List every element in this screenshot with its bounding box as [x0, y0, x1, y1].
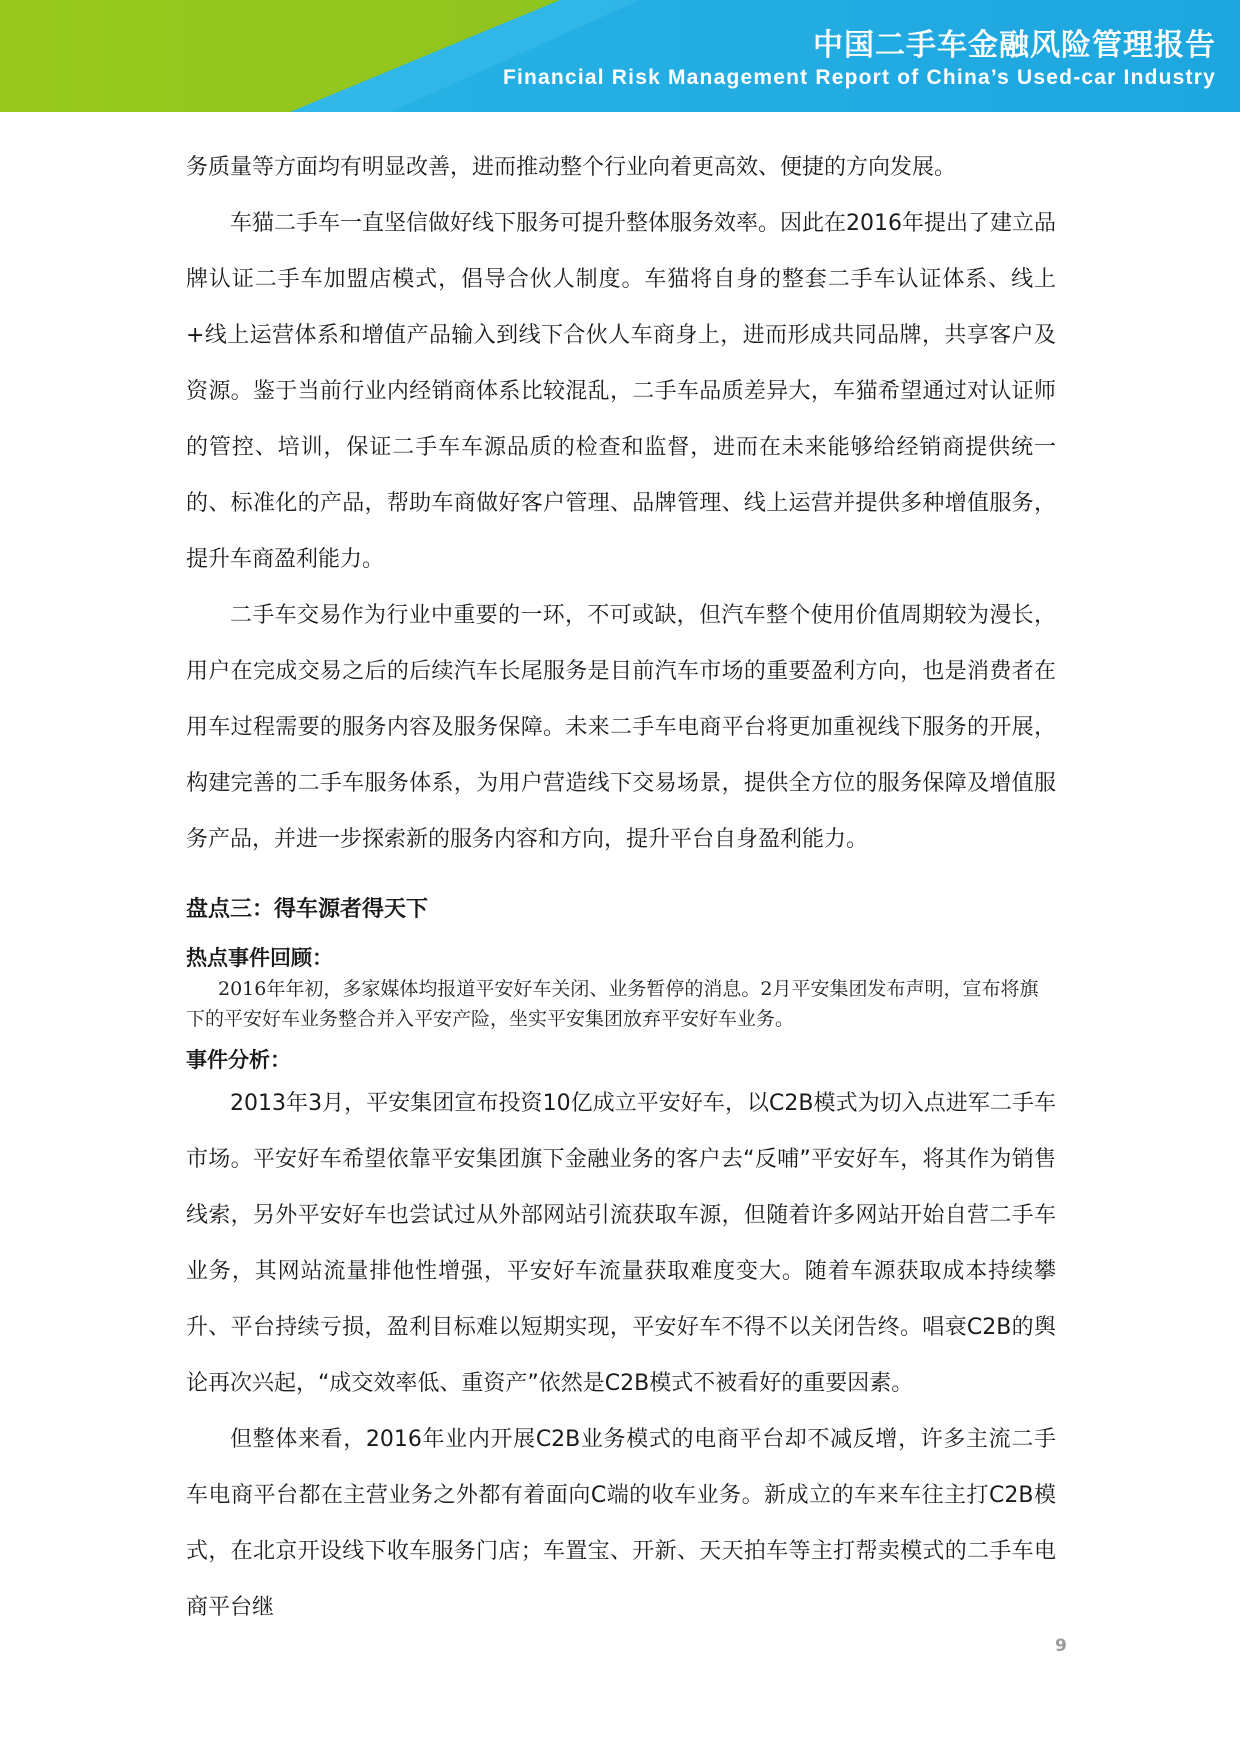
paragraph-c2b-trend: 但整体来看，2016年业内开展C2B业务模式的电商平台却不减反增，许多主流二手车电商平台都在主营业务之外都有着面向C端的收车业务。新成立的车来车往主打C2B模式，在北京开设线下收车服务门店；车置宝、开新、天天拍车等主打帮卖模式的二手车电商平台继: [186, 1427, 1056, 1620]
page-content: [186, 140, 1056, 1636]
hot-event-text: 2016年年初，多家媒体均报道平安好车关闭、业务暂停的消息。2月平安集团发布声明，宣布将旗下的平安好车业务整合并入平安产险，坐实平安集团放弃平安好车业务。: [186, 978, 1039, 1030]
hot-event-title: 热点事件回顾：: [186, 946, 333, 970]
paragraph-pingan: 2013年3月，平安集团宣布投资10亿成立平安好车，以C2B模式为切入点进军二手车市场。平安好车希望依靠平安集团旗下金融业务的客户去“反哺”平安好车，将其作为销售线索，另外平安好车也尝试过从外部网站引流获取车源，但随着许多网站开始自营二手车业务，其网站流量排他性增强，平安好车流量获取难度变大。随着车源获取成本持续攀升、平台持续亏损，盈利目标难以短期实现，平安好车不得不以关闭告终。唱衰C2B的舆论再次兴起，“成交效率低、重资产”依然是C2B模式不被看好的重要因素。: [186, 1091, 1056, 1396]
report-subtitle: Financial Risk Management Report of China’s Used-car Industry: [502, 66, 1216, 89]
section-title: 盘点三：得车源者得天下: [186, 897, 429, 922]
paragraph-chemao: 车猫二手车一直坚信做好线下服务可提升整体服务效率。因此在2016年提出了建立品牌认证二手车加盟店模式，倡导合伙人制度。车猫将自身的整套二手车认证体系、线上+线上运营体系和增值产品输入到线下合伙人车商身上，进而形成共同品牌，共享客户及资源。鉴于当前行业内经销商体系比较混乱，二手车品质差异大，车猫希望通过对认证师的管控、培训，保证二手车车源品质的检查和监督，进而在未来能够给经销商提供统一的、标准化的产品，帮助车商做好客户管理、品牌管理、线上运营并提供多种增值服务，提升车商盈利能力。: [186, 211, 1056, 572]
paragraph-continued: 务质量等方面均有明显改善，进而推动整个行业向着更高效、便捷的方向发展。: [186, 155, 957, 180]
report-title: 中国二手车金融风险管理报告: [813, 28, 1216, 63]
paragraph-aftermarket: 二手车交易作为行业中重要的一环，不可或缺，但汽车整个使用价值周期较为漫长，用户在完成交易之后的后续汽车长尾服务是目前汽车市场的重要盈利方向，也是消费者在用车过程需要的服务内容及服务保障。未来二手车电商平台将更加重视线下服务的开展，构建完善的二手车服务体系，为用户营造线下交易场景，提供全方位的服务保障及增值服务产品，并进一步探索新的服务内容和方向，提升平台自身盈利能力。: [186, 603, 1056, 852]
page-number: 9: [1055, 1636, 1067, 1656]
analysis-title: 事件分析：: [186, 1048, 291, 1072]
header-band: [0, 0, 1240, 112]
